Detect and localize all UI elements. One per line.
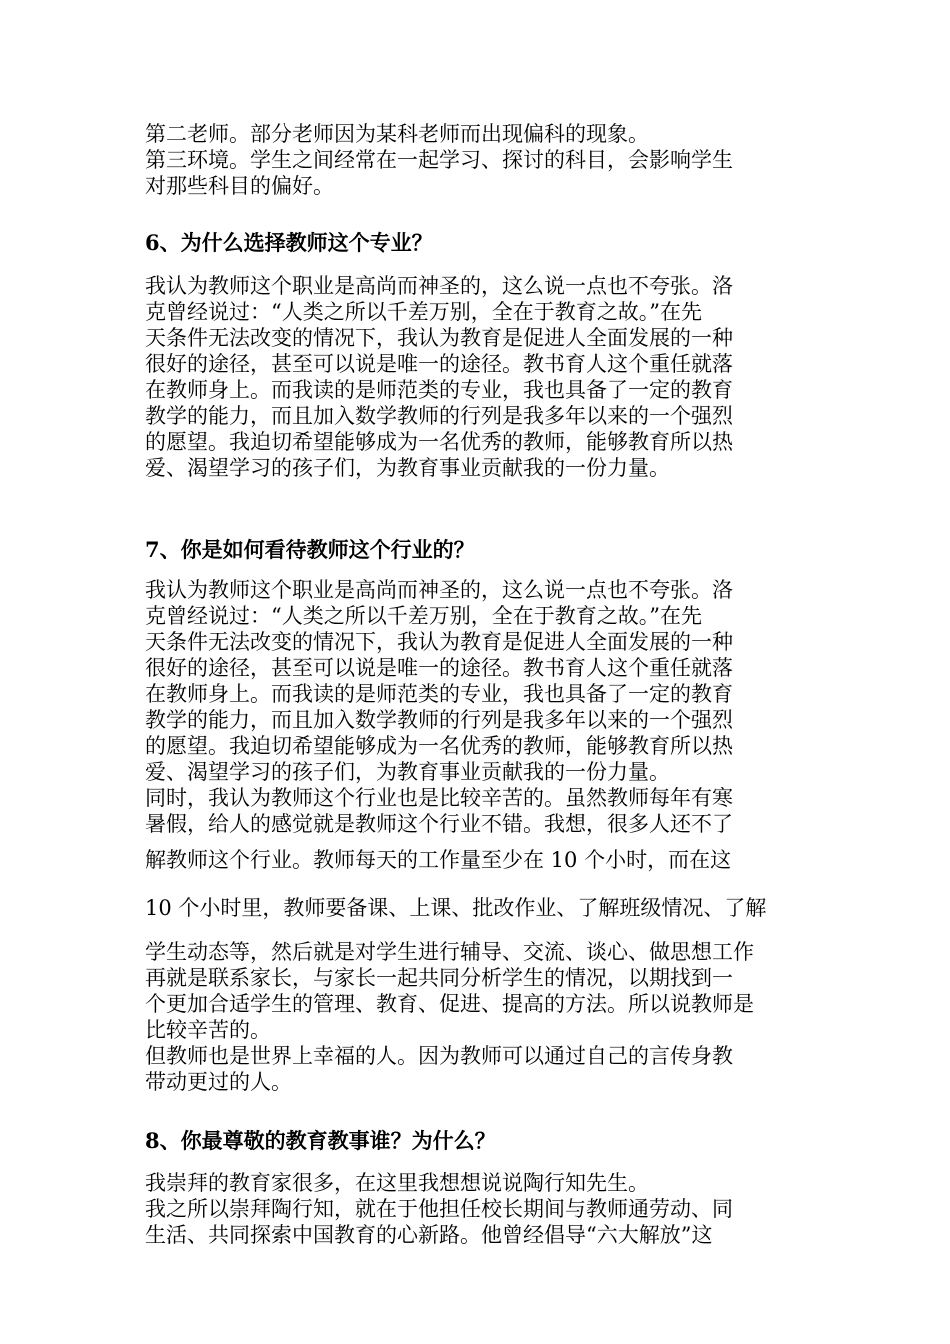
paragraph-line: 很好的途径，甚至可以说是唯一的途径。教书育人这个重任就落 [145,352,733,376]
paragraph-line: 爱、渴望学习的孩子们，为教育事业贡献我的一份力量。 [145,760,670,784]
paragraph-line: 我崇拜的教育家很多，在这里我想想说说陶行知先生。 [145,1171,649,1195]
paragraph-line: 10 个小时里，教师要备课、上课、批改作业、了解班级情况、了解 [145,896,767,920]
paragraph-line: 在教师身上。而我读的是师范类的专业，我也具备了一定的教育 [145,378,733,402]
paragraph-line: 比较辛苦的。 [145,1018,271,1042]
paragraph-line: 我之所以崇拜陶行知，就在于他担任校长期间与教师通劳动、同 [145,1197,733,1221]
paragraph-line: 第三环境。学生之间经常在一起学习、探讨的科目，会影响学生 [145,148,733,172]
paragraph-line: 对那些科目的偏好。 [145,174,334,198]
paragraph-line: 但教师也是世界上幸福的人。因为教师可以通过自己的言传身教 [145,1044,733,1068]
paragraph-line: 教学的能力，而且加入数学教师的行列是我多年以来的一个强烈 [145,404,733,428]
paragraph-line: 克曾经说过：“人类之所以千差万别，全在于教育之故。”在先 [145,604,702,628]
paragraph-line: 的愿望。我迫切希望能够成为一名优秀的教师，能够教育所以热 [145,430,733,454]
paragraph-line: 再就是联系家长，与家长一起共同分析学生的情况，以期找到一 [145,966,733,990]
paragraph-line: 带动更过的人。 [145,1070,292,1094]
paragraph-line: 的愿望。我迫切希望能够成为一名优秀的教师，能够教育所以热 [145,734,733,758]
paragraph-line: 暑假，给人的感觉就是教师这个行业不错。我想，很多人还不了 [145,812,733,836]
paragraph-line: 我认为教师这个职业是高尚而神圣的，这么说一点也不夸张。洛 [145,274,733,298]
section-heading-q6: 6、为什么选择教师这个专业？ [145,230,433,255]
paragraph-line: 在教师身上。而我读的是师范类的专业，我也具备了一定的教育 [145,682,733,706]
paragraph-line: 第二老师。部分老师因为某科老师而出现偏科的现象。 [145,122,649,146]
paragraph-line: 学生动态等，然后就是对学生进行辅导、交流、谈心、做思想工作 [145,940,754,964]
paragraph-line: 爱、渴望学习的孩子们，为教育事业贡献我的一份力量。 [145,456,670,480]
section-heading-q8: 8、你最尊敬的教育教事谁？为什么？ [145,1128,496,1153]
paragraph-line: 解教师这个行业。教师每天的工作量至少在 10 个小时，而在这 [145,848,732,872]
paragraph-line: 个更加合适学生的管理、教育、促进、提高的方法。所以说教师是 [145,992,754,1016]
section-heading-q7: 7、你是如何看待教师这个行业的？ [145,537,475,562]
paragraph-line: 教学的能力，而且加入数学教师的行列是我多年以来的一个强烈 [145,708,733,732]
paragraph-line: 生活、共同探索中国教育的心新路。他曾经倡导“六大解放”这 [145,1223,713,1247]
paragraph-line: 天条件无法改变的情况下，我认为教育是促进人全面发展的一种 [145,326,733,350]
paragraph-line: 同时，我认为教师这个行业也是比较辛苦的。虽然教师每年有寒 [145,786,733,810]
paragraph-line: 我认为教师这个职业是高尚而神圣的，这么说一点也不夸张。洛 [145,578,733,602]
paragraph-line: 天条件无法改变的情况下，我认为教育是促进人全面发展的一种 [145,630,733,654]
paragraph-line: 克曾经说过：“人类之所以千差万别，全在于教育之故。”在先 [145,300,702,324]
paragraph-line: 很好的途径，甚至可以说是唯一的途径。教书育人这个重任就落 [145,656,733,680]
